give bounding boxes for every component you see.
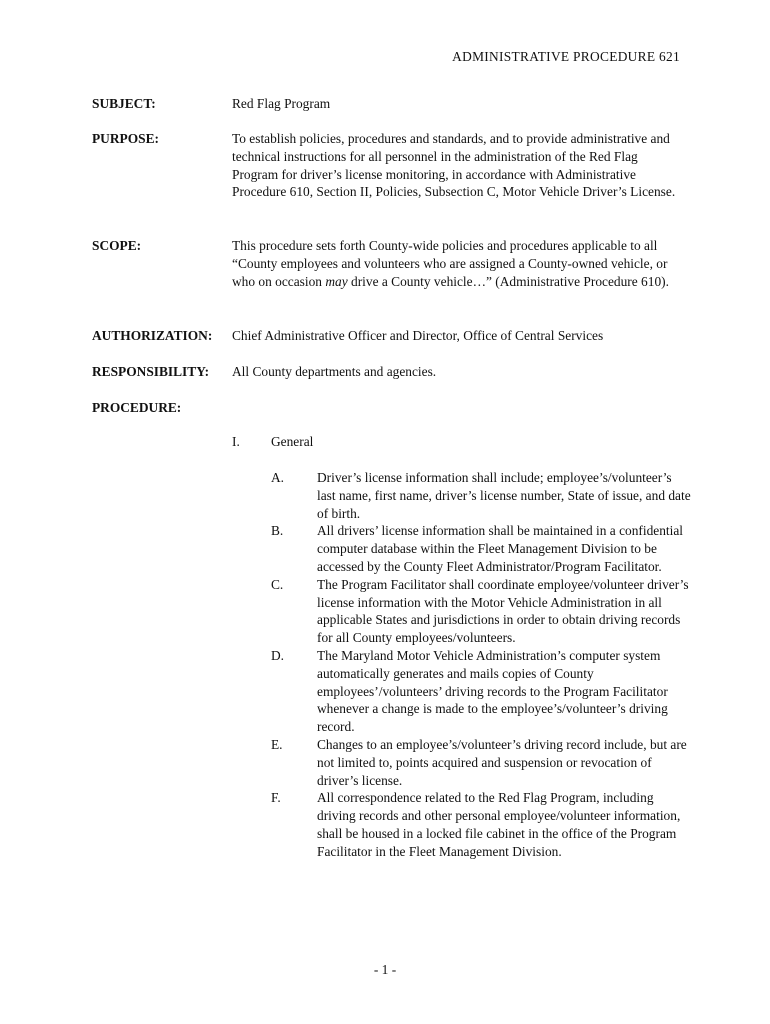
scope-text-end: drive a County vehicle…” (Administrative Procedure 610). xyxy=(347,273,669,289)
procedure-list xyxy=(271,469,691,861)
authorization-value: Chief Administrative Officer and Director, Office of Central Services xyxy=(232,328,604,343)
responsibility-value: All County departments and agencies. xyxy=(232,364,437,379)
document-header: ADMINISTRATIVE PROCEDURE 621 xyxy=(452,49,680,64)
purpose-label: PURPOSE: xyxy=(92,131,159,146)
procedure-item-text: Driver’s license information shall include; employee’s/volunteer’s last name, first name, driver’s license number, State of issue, and date of birth. xyxy=(317,470,691,521)
subject-value: Red Flag Program xyxy=(232,96,331,111)
procedure-item-letter: D. xyxy=(271,647,285,663)
scope-label: SCOPE: xyxy=(92,238,142,253)
scope-text-italic: may xyxy=(325,273,348,289)
procedure-item-letter: C. xyxy=(271,576,284,592)
responsibility-label: RESPONSIBILITY: xyxy=(92,364,210,379)
procedure-item-text: Changes to an employee’s/volunteer’s driving record include, but are not limited to, points acquired and suspension or revocation of driver’s license. xyxy=(317,736,687,788)
scope-value xyxy=(232,237,682,290)
procedure-label: PROCEDURE: xyxy=(92,400,182,415)
procedure-item-text: All drivers’ license information shall be maintained in a confidential computer database within the Fleet Management Division to be accessed by the County Fleet Administrator/Program Facilitator. xyxy=(317,523,684,574)
purpose-value: To establish policies, procedures and standards, and to provide administrative and technical instructions for all personnel in the administration of the Red Flag Program for driver’s license monitoring, in accordance with Administrative Procedure 610, Section II, Policies, Subsection C, Motor Vehicle Driver’s License. xyxy=(232,131,676,200)
procedure-item xyxy=(271,789,691,860)
scope-text-start: This procedure sets forth County-wide policies and procedures applicable to all “County employees and volunteers who are assigned a County-owned vehicle, or who on occasion xyxy=(232,238,668,289)
page-number: - 1 - xyxy=(373,962,397,977)
section-title: General xyxy=(271,434,314,449)
section-number: I. xyxy=(232,434,240,449)
procedure-item-letter: B. xyxy=(271,523,284,539)
subject-label: SUBJECT: xyxy=(92,96,156,111)
procedure-item xyxy=(271,647,691,736)
procedure-item-text: The Maryland Motor Vehicle Administration’s computer system automatically generates and mails copies of County employees’/volunteers’ driving records to the Program Facilitator whenever a change is made to the employee’s/volunteer’s driving record. xyxy=(317,647,668,735)
procedure-item-text: The Program Facilitator shall coordinate employee/volunteer driver’s license information with the Motor Vehicle Administration in all applicable States and jurisdictions in order to obtain driving records for all County employees/volunteers. xyxy=(317,576,689,646)
procedure-item-letter: F. xyxy=(271,790,281,806)
procedure-item xyxy=(271,522,691,575)
procedure-item-letter: A. xyxy=(271,470,285,485)
procedure-item xyxy=(271,576,691,647)
procedure-item-text: All correspondence related to the Red Flag Program, including driving records and other personal employee/volunteer information, shall be housed in a locked file cabinet in the office of the Program Facilitator in the Fleet Management Division. xyxy=(317,790,681,859)
procedure-item-letter: E. xyxy=(271,736,283,752)
authorization-label: AUTHORIZATION: xyxy=(92,328,213,343)
procedure-item xyxy=(271,469,691,522)
procedure-item xyxy=(271,736,691,789)
